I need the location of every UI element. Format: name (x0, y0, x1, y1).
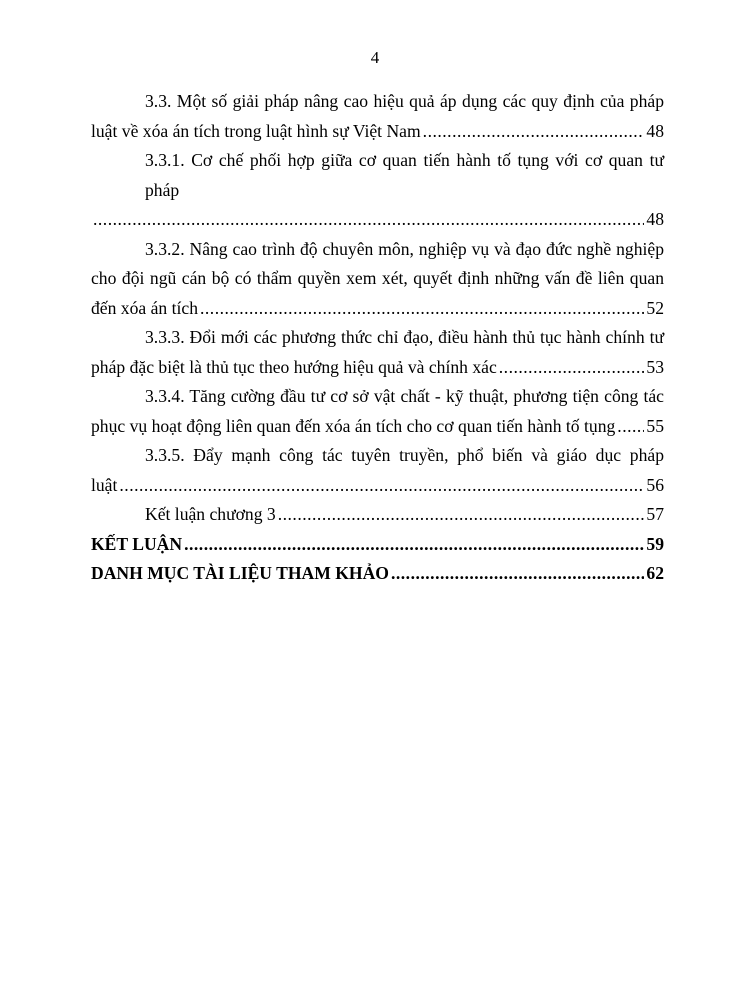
toc-page-number: 52 (646, 297, 664, 318)
page-number: 4 (370, 48, 380, 67)
toc-entry-last-line (91, 500, 664, 530)
toc-entry-title-mid: cho đội ngũ cán bộ có thẩm quyền xem xét, quyết định những vấn đề liên quan (91, 268, 664, 288)
toc-entry-last-line (91, 471, 664, 501)
toc-entry-last-line (91, 412, 664, 442)
toc-entry-title: Kết luận chương 3 (145, 504, 276, 524)
toc-entry-3-3-1[interactable] (91, 146, 664, 235)
toc-entry-3-3-2[interactable] (91, 235, 664, 324)
toc-entry-last-line (91, 117, 664, 147)
toc-entry-title: 3.3.3. Đổi mới các phương thức chỉ đạo, điều hành thủ tục hành chính tư (145, 327, 664, 347)
dot-leader (499, 353, 645, 383)
toc-entry-3-3-3[interactable] (91, 323, 664, 382)
dot-leader (93, 205, 644, 235)
toc-entry-references[interactable] (91, 559, 664, 589)
toc-entry-last-line (91, 294, 664, 324)
toc-page-number: 53 (646, 356, 664, 377)
toc-entry-title: 3.3.5. Đẩy mạnh công tác tuyên truyền, phổ biến và giáo dục pháp (145, 445, 664, 465)
toc-entry-3-3-5[interactable] (91, 441, 664, 500)
toc-entry-chapter-3-conclusion[interactable] (91, 500, 664, 530)
toc-page-number: 57 (646, 504, 664, 524)
toc-entry-title: DANH MỤC TÀI LIỆU THAM KHẢO (91, 563, 389, 583)
toc-page-number: 55 (646, 415, 664, 436)
toc-entry-title-cont: luật về xóa án tích trong luật hình sự Việt Nam (91, 120, 421, 141)
toc-page-number: 59 (646, 533, 664, 554)
toc-entry-conclusion[interactable] (91, 530, 664, 560)
toc-entry-title: 3.3.1. Cơ chế phối hợp giữa cơ quan tiến hành tố tụng với cơ quan tư pháp (145, 150, 664, 200)
dot-leader (184, 530, 644, 560)
dot-leader (119, 471, 644, 501)
table-of-contents (91, 87, 664, 589)
toc-entry-title-cont: pháp đặc biệt là thủ tục theo hướng hiệu quả và chính xác (91, 356, 497, 377)
toc-entry-last-line (91, 353, 664, 383)
dot-leader (278, 500, 645, 530)
toc-entry-title-cont: luật (91, 474, 118, 495)
toc-entry-last-line (91, 530, 664, 560)
dot-leader (617, 412, 644, 442)
dot-leader (423, 117, 645, 147)
toc-entry-title: 3.3.2. Nâng cao trình độ chuyên môn, nghiệp vụ và đạo đức nghề nghiệp (145, 238, 664, 259)
toc-entry-last-line (91, 559, 664, 589)
toc-entry-3-3[interactable] (91, 87, 664, 146)
toc-entry-title: KẾT LUẬN (91, 533, 183, 554)
toc-entry-title: 3.3.4. Tăng cường đầu tư cơ sở vật chất - kỹ thuật, phương tiện công tác (145, 386, 664, 406)
toc-page-number: 62 (646, 563, 664, 583)
toc-page-number: 48 (646, 209, 664, 229)
toc-page-number: 56 (646, 474, 664, 495)
toc-entry-title-cont: phục vụ hoạt động liên quan đến xóa án tích cho cơ quan tiến hành tố tụng (91, 415, 616, 436)
toc-entry-3-3-4[interactable] (91, 382, 664, 441)
toc-page-number: 48 (646, 120, 664, 141)
dot-leader (391, 559, 644, 589)
toc-entry-title: 3.3. Một số giải pháp nâng cao hiệu quả áp dụng các quy định của pháp (145, 91, 664, 111)
dot-leader (200, 294, 644, 324)
toc-entry-title-cont: đến xóa án tích (91, 297, 198, 318)
toc-entry-last-line (91, 205, 664, 235)
